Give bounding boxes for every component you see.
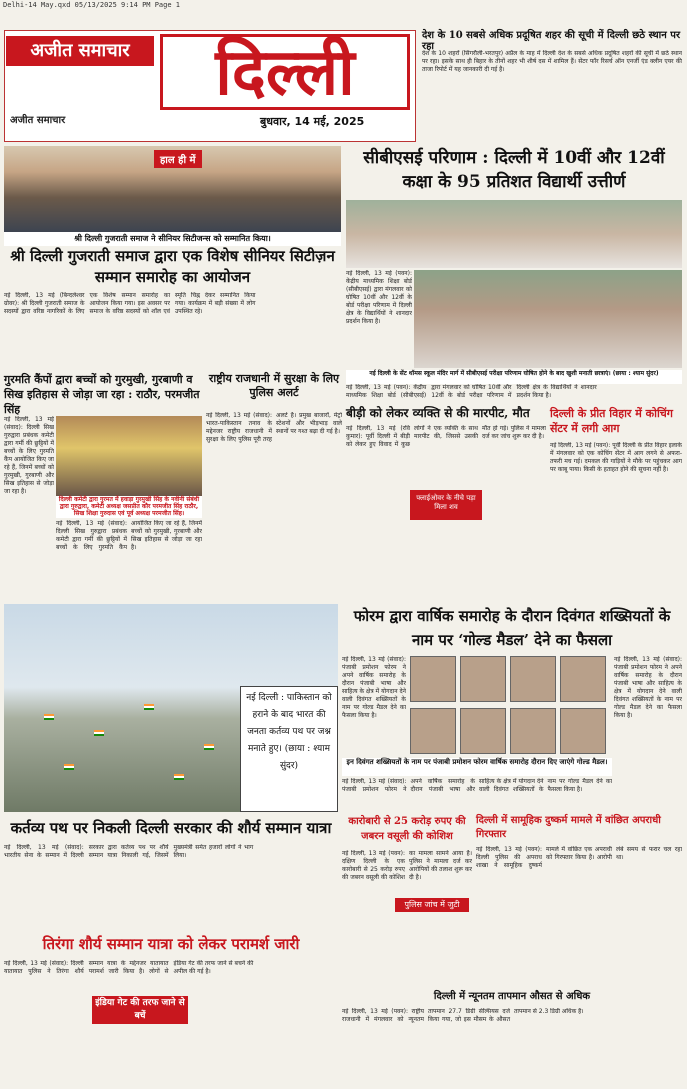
portrait-3 (510, 656, 556, 702)
paper-sub: अजीत समाचार (10, 115, 66, 126)
bidi-headline: बीड़ी को लेकर व्यक्ति से की मारपीट, मौत (346, 406, 530, 420)
portrait-8 (560, 708, 606, 754)
tiranga-headline: तिरंगा शौर्य सम्मान यात्रा को लेकर परामर्श जारी (42, 935, 300, 953)
portrait-4 (560, 656, 606, 702)
bidi-body: नई दिल्ली, 13 मई (रवि कुमार): पूर्वी दिल्ली में बीड़ी को लेकर हुए विवाद में कुछ लोगों ने एक व्यक्ति के साथ मारपीट की, जिससे उसकी मौत हो गई। पुलिस ने मामला दर्ज कर जांच शुरू कर दी है। (346, 425, 546, 448)
cbse-body-cont: नई दिल्ली, 13 मई (पवन): केंद्रीय माध्यमिक शिक्षा बोर्ड (सीबीएसई) द्वारा मंगलवार को घोषित 10वीं और 12वीं के बोर्ड परीक्षा परिणाम में दिल्ली क्षेत्र के विद्यार्थियों ने शानदार प्रदर्शन किया है। (346, 384, 597, 399)
bidi-sub: फ्लाईओवर के नीचे पड़ा मिला शव (410, 490, 482, 520)
cbse-caption: नई दिल्ली के सेंट थॉमस स्कूल मंदिर मार्ग में सीबीएसई परीक्षा परिणाम घोषित होने के बाद खुशी मनाती छात्राएं। (छाया : श्याम सुंदर) (346, 370, 682, 384)
portrait-1 (410, 656, 456, 702)
tiranga-sub: इंडिया गेट की तरफ जाने से बचें (92, 996, 188, 1024)
gangrape-headline: दिल्ली में सामूहिक दुष्कर्म मामले में वांछित अपराधी गिरफ्तार (476, 815, 661, 840)
portrait-5 (410, 708, 456, 754)
gujarati-photo (4, 146, 341, 232)
forum-headline: फोरम द्वारा वार्षिक समारोह के दौरान दिवंगत शख्सियतों के नाम पर ‘गोल्ड मैडल’ देने का फैसला (353, 607, 671, 649)
gurmat-caption: दिल्ली कमेटी द्वारा गुरमत में हवाड़ा गुरमुखी सिंह के नवीनी संबंधी द्वारा गुरुद्वारा, कमेटी अध्यक्ष जसप्रीत कौर परमजीत सिंह राठौर, सिख शिक्षा गुरुदास एवं पूर्व अध्यक्ष परमजीत सिंह। (56, 496, 202, 518)
extortion-sub: पुलिस जांच में जुटी (395, 898, 469, 912)
portrait-7 (510, 708, 556, 754)
gujarati-body: नई दिल्ली, 13 मई (बिन्दलेश्वर ग्रोवर): श्री दिल्ली गुजराती समाज के सदस्यों द्वारा वरिष्ठ नागरिकों के लिए एक विशेष सम्मान समारोह का आयोजन किया गया। इस अवसर पर समाज के वरिष्ठ सदस्यों को शॉल एवं स्मृति चिह्न देकर सम्मानित किया गया। कार्यक्रम में बड़ी संख्या में लोग उपस्थित रहे। (4, 292, 256, 315)
portrait-grid (410, 656, 610, 756)
paper-name: अजीत समाचार (6, 36, 154, 66)
fire-headline: दिल्ली के प्रीत विहार में कोचिंग सेंटर में लगी आग (550, 407, 673, 435)
gujarati-headline: श्री दिल्ली गुजराती समाज द्वारा एक विशेष सीनियर सिटीज़न सम्मान समारोह का आयोजन (10, 247, 335, 286)
photo-tag: हाल ही में (154, 150, 202, 168)
issue-date: बुधवार, 14 मई, 2025 (260, 115, 365, 128)
forum-body-1: नई दिल्ली, 13 मई (संवाद): पंजाबी प्रमोशन फोरम ने अपने वार्षिक समारोह के दौरान पंजाबी भाषा और साहित्य के क्षेत्र में योगदान देने वाली दिवंगत शख्सियतों के नाम पर गोल्ड मैडल देने का फैसला किया है। (342, 656, 406, 719)
gurmat-body-2: नई दिल्ली, 13 मई (संवाद): दिल्ली सिख गुरुद्वारा प्रबंधक कमेटी द्वारा गर्मी की छुट्टियों में बच्चों के लिए गुरमति कैंप आयोजित किए जा रहे हैं, जिनमें बच्चों को गुरमुखी, गुरबाणी और सिख इतिहास से जोड़ा जा रहा है। (56, 520, 202, 551)
cbse-photo-main (414, 270, 682, 368)
yatra-photo-caption: नई दिल्ली : पाकिस्तान को हराने के बाद भारत की जनता कर्तव्य पथ पर जश्न मनाते हुए। (छाया : श्याम सुंदर) (246, 693, 332, 771)
cbse-photo-top (346, 200, 682, 268)
portrait-2 (460, 656, 506, 702)
extortion-body: नई दिल्ली, 13 मई (पवन): दक्षिण दिल्ली के एक कारोबारी से 25 करोड़ रुपए की जबरन वसूली की कोशिश का मामला सामने आया है। पुलिस ने मामला दर्ज कर आरोपियों की तलाश शुरू कर दी है। (342, 850, 472, 881)
gurmat-body-1: नई दिल्ली, 13 मई (संवाद): दिल्ली सिख गुरुद्वारा प्रबंधक कमेटी द्वारा गर्मी की छुट्टियों में बच्चों के लिए गुरमति कैंप आयोजित किए जा रहे हैं, जिनमें बच्चों को गुरमुखी, गुरबाणी और सिख इतिहास से जोड़ा जा रहा है। (4, 416, 54, 495)
portrait-6 (460, 708, 506, 754)
cbse-body: नई दिल्ली, 13 मई (पवन): केंद्रीय माध्यमिक शिक्षा बोर्ड (सीबीएसई) द्वारा मंगलवार को घोषित 10वीं और 12वीं के बोर्ड परीक्षा परिणाम में दिल्ली क्षेत्र के विद्यार्थियों ने शानदार प्रदर्शन किया है। (346, 270, 412, 325)
temp-headline: दिल्ली में न्यूनतम तापमान औसत से अधिक (433, 991, 591, 1002)
yatra-headline: कर्तव्य पथ पर निकली दिल्ली सरकार की शौर्य सम्मान यात्रा (10, 819, 332, 837)
pollution-headline: देश के 10 सबसे अधिक प्रदूषित शहर की सूची में दिल्ली छठे स्थान पर रहा (422, 30, 681, 52)
yatra-caption-box (240, 686, 338, 812)
gangrape-body: नई दिल्ली, 13 मई (पवन): दिल्ली पुलिस की अपराध शाखा ने सामूहिक दुष्कर्म मामले में वांछित एक अपराधी को गिरफ्तार किया है। आरोपी लंबे समय से फरार चल रहा था। (476, 846, 682, 869)
tiranga-body: नई दिल्ली, 13 मई (संवाद): दिल्ली यातायात पुलिस ने तिरंगा शौर्य सम्मान यात्रा के मद्देनजर यातायात परामर्श जारी किया है। लोगों से इंडिया गेट की तरफ जाने से बचने की अपील की गई है। (4, 960, 254, 975)
extortion-headline: कारोबारी से 25 करोड़ रुपए की जबरन वसूली की कोशिश (348, 816, 466, 842)
forum-body-3: नई दिल्ली, 13 मई (संवाद): पंजाबी प्रमोशन फोरम ने अपने वार्षिक समारोह के दौरान पंजाबी भाषा और साहित्य के क्षेत्र में योगदान देने वाली दिवंगत शख्सियतों के नाम पर गोल्ड मैडल देने का फैसला किया है। (342, 778, 612, 793)
scan-header: Delhi-14 May.qxd 05/13/2025 9:14 PM Page 1 (3, 1, 181, 9)
forum-caption: इन दिवंगत शख्सियतों के नाम पर पंजाबी प्रमोशन फोरम वार्षिक समारोह दौरान दिए जाएंगे गोल्ड मैडल। (342, 758, 612, 776)
city-logo: दिल्ली (160, 34, 410, 110)
police-headline: राष्ट्रीय राजधानी में सुरक्षा के लिए पुलिस अलर्ट (208, 372, 340, 399)
police-body: नई दिल्ली, 13 मई (संवाद): भारत-पाकिस्तान तनाव के मद्देनजर राष्ट्रीय राजधानी में सुरक्षा के लिए पुलिस पूरी तरह अलर्ट है। प्रमुख बाजारों, मेट्रो स्टेशनों और भीड़भाड़ वाले स्थानों पर गश्त बढ़ा दी गई है। (206, 412, 342, 443)
gurmat-headline: गुरमति कैंपों द्वारा बच्चों को गुरमुखी, गुरबाणी व सिख इतिहास से जोड़ा जा रहा : राठौर, परमजीत सिंह (4, 373, 200, 416)
gujarati-caption: श्री दिल्ली गुजराती समाज ने सीनियर सिटीजन्स को सम्मानित किया। (4, 232, 341, 246)
cbse-headline: सीबीएसई परिणाम : दिल्ली में 10वीं और 12वीं कक्षा के 95 प्रतिशत विद्यार्थी उत्तीर्ण (363, 148, 665, 192)
fire-body: नई दिल्ली, 13 मई (पवन): पूर्वी दिल्ली के प्रीत विहार इलाके में मंगलवार को एक कोचिंग सेंटर में आग लगने से अफरा-तफरी मच गई। दमकल की गाड़ियों ने मौके पर पहुंचकर आग पर काबू पाया। किसी के हताहत होने की सूचना नहीं है। (550, 442, 682, 473)
temp-body: नई दिल्ली, 13 मई (पवन): राष्ट्रीय राजधानी में मंगलवार को न्यूनतम तापमान 27.7 डिग्री सेल्सियस दर्ज किया गया, जो इस मौसम के औसत तापमान से 2.3 डिग्री अधिक है। (342, 1008, 584, 1023)
pollution-body: देश के 10 शहरों (सिंगरौली-भरतपुर) अप्रैल के माह में दिल्ली देश के सबसे अधिक प्रदूषित शहरों की सूची में छठे स्थान पर रहा। इसके साथ ही बिहार के तीनों शहर भी शीर्ष दस में शामिल हैं। सेंटर फॉर रिसर्च ऑन एनर्जी एंड क्लीन एयर की ताजा रिपोर्ट में यह जानकारी दी गई है। (422, 50, 682, 73)
yatra-body: नई दिल्ली, 13 मई (संवाद): भारतीय सेना के सम्मान में दिल्ली सरकार द्वारा कर्तव्य पथ पर शौर्य सम्मान यात्रा निकाली गई, जिसमें मुख्यमंत्री समेत हजारों लोगों ने भाग लिया। (4, 844, 254, 859)
gurmat-photo (56, 416, 202, 496)
forum-body-2: नई दिल्ली, 13 मई (संवाद): पंजाबी प्रमोशन फोरम ने अपने वार्षिक समारोह के दौरान पंजाबी भाषा और साहित्य के क्षेत्र में योगदान देने वाली दिवंगत शख्सियतों के नाम पर गोल्ड मैडल देने का फैसला किया है। (614, 656, 682, 719)
